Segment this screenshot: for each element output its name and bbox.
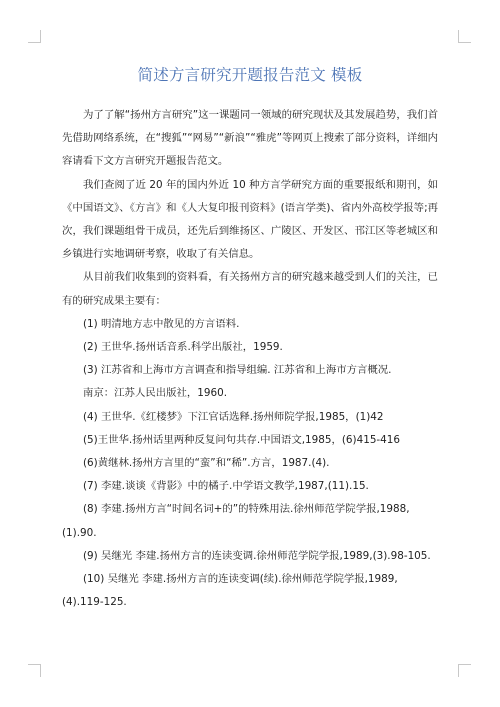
reference-item: (3) 江苏省和上海市方言调查和指导组编. 江苏省和上海市方言概况. bbox=[83, 364, 392, 377]
crop-mark-bottom-left bbox=[28, 664, 41, 677]
paragraph-intro: 为了了解“扬州方言研究”这一课题同一领域的研究现状及其发展趋势，我们首先借助网络系统，在“搜狐”“网易”“新浪”“雅虎”等网页上搜索了部分资料，详细内容请看下文方言研究开题报告范文。 bbox=[62, 109, 438, 168]
crop-mark-bottom-right bbox=[458, 664, 471, 677]
reference-item: 南京：江苏人民出版社，1960. bbox=[83, 387, 228, 400]
reference-item: (5)王世华.扬州话里两种反复问句共存.中国语文,1985，(6)415-416 bbox=[83, 433, 401, 446]
reference-item: (4) 王世华.《红楼梦》下江官话选释.扬州师院学报,1985，(1)42 bbox=[83, 410, 384, 423]
reference-item: (9) 吴继光 李建.扬州方言的连读变调.徐州师范学院学报,1989,(3).98-105. bbox=[83, 549, 431, 562]
reference-item: (10) 吴继光 李建.扬州方言的连读变调(续).徐州师范学院学报,1989, (4).119-125. bbox=[62, 573, 398, 609]
reference-item: (8) 李建.扬州方言“时间名词+的”的特殊用法.徐州师范学院学报,1988,(1).90. bbox=[62, 503, 410, 539]
reference-item: (1) 明清地方志中散见的方言语料. bbox=[83, 317, 240, 330]
paragraph-findings-intro: 从目前我们收集到的资料看，有关扬州方言的研究越来越受到人们的关注，已有的研究成果主要有： bbox=[62, 271, 438, 307]
crop-mark-top-left bbox=[28, 30, 41, 43]
paragraph-research-sources: 我们查阅了近 20 年的国内外近 10 种方言学研究方面的重要报纸和期刊，如《中国语文》、《方言》和《人大复印报刊资料》(语言学类)、省内外高校学报等;再次，我们课题组骨干成员，还先后到维扬区、广陵区、开发区、邗江区等老城区和乡镇进行实地调研考察，收取了有关信息。 bbox=[62, 178, 438, 261]
reference-item: (7) 李建.谈谈《背影》中的橘子.中学语文教学,1987,(11).15. bbox=[83, 480, 369, 493]
document-body bbox=[62, 104, 438, 614]
crop-mark-top-right bbox=[458, 30, 471, 43]
document-title: 简述方言研究开题报告范文 模板 bbox=[137, 66, 363, 84]
reference-item: (2) 王世华.扬州话音系.科学出版社，1959. bbox=[83, 341, 283, 354]
reference-list bbox=[62, 313, 438, 615]
reference-item: (6)黄继林.扬州方言里的“蛮”和“稀”.方言，1987.(4). bbox=[83, 457, 330, 470]
